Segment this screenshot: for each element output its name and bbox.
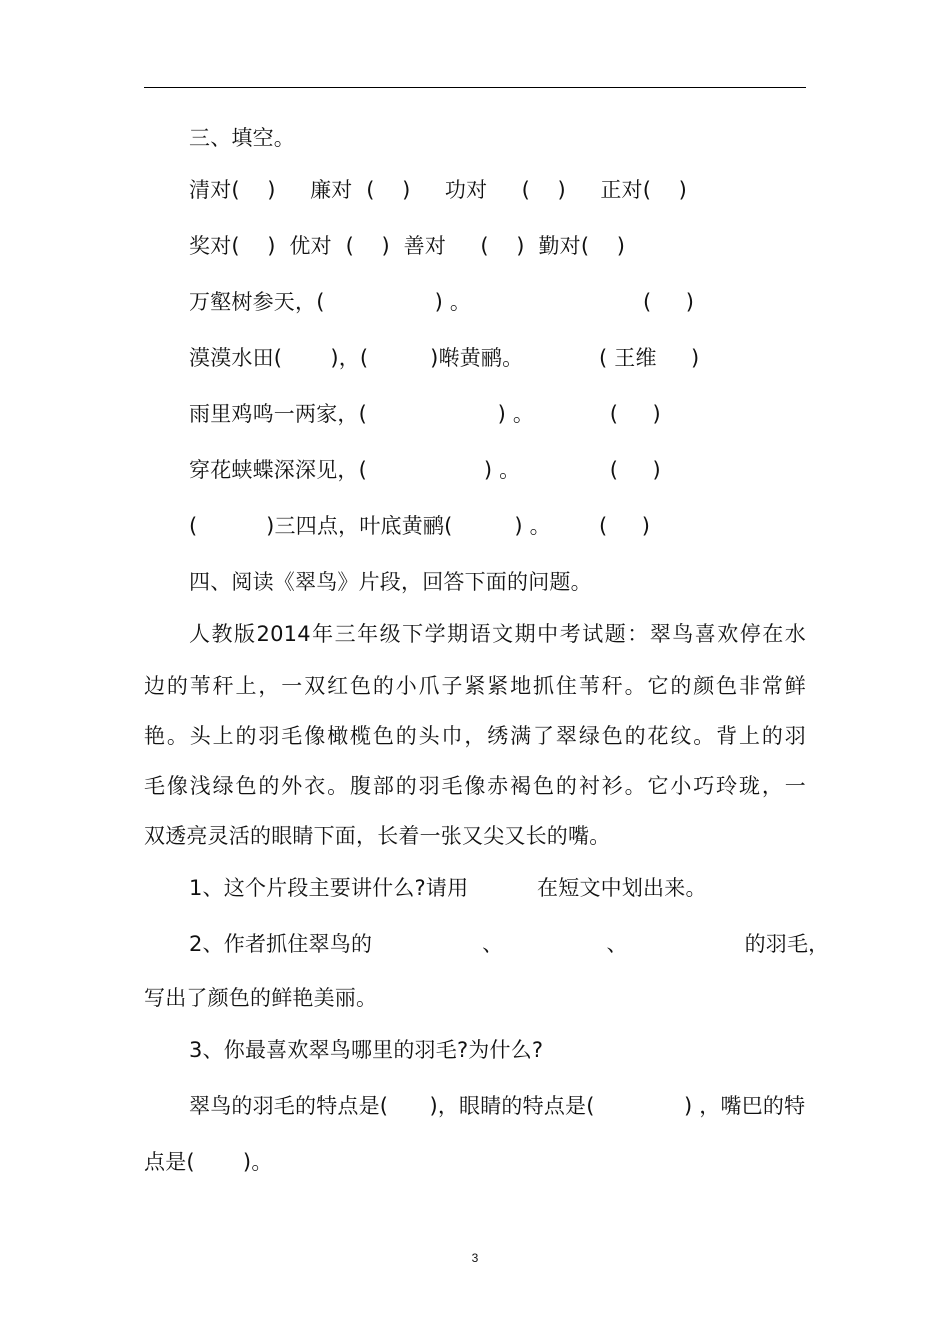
page-number: 3 — [471, 1251, 479, 1265]
section-three-heading: 三、填空。 — [189, 126, 295, 150]
poem-blank-line: 漠漠水田( )，( )啭黄鹂。 ( 王维 ) — [189, 346, 700, 370]
passage-line: 人教版2014年三年级下学期语文期中考试题：翠鸟喜欢停在水 — [189, 622, 806, 646]
passage-line: 双透亮灵活的眼睛下面，长着一张又尖又长的嘴。 — [144, 824, 611, 848]
poem-blank-line: 万壑树参天，( ) 。 ( ) — [189, 290, 695, 314]
question-3: 3、你最喜欢翠鸟哪里的羽毛?为什么? — [189, 1038, 544, 1062]
question-2-continued: 写出了颜色的鲜艳美丽。 — [144, 986, 378, 1010]
question-2: 2、作者抓住翠鸟的 、 、 的羽毛， — [189, 932, 830, 956]
poem-blank-line: 雨里鸡鸣一两家，( ) 。 ( ) — [189, 402, 661, 426]
passage-line: 艳。头上的羽毛像橄榄色的头巾，绣满了翠绿色的花纹。背上的羽 — [144, 724, 806, 748]
poem-blank-line: 穿花蛱蝶深深见，( ) 。 ( ) — [189, 458, 661, 482]
passage-line: 边的苇秆上，一双红色的小爪子紧紧地抓住苇秆。它的颜色非常鲜 — [144, 674, 806, 698]
fill-blank-line: 清对( ) 廉对 ( ) 功对 ( ) 正对( ) — [189, 178, 688, 202]
passage-line: 毛像浅绿色的外衣。腹部的羽毛像赤褐色的衬衫。它小巧玲珑，一 — [144, 774, 806, 798]
section-four-heading: 四、阅读《翠鸟》片段，回答下面的问题。 — [189, 570, 592, 594]
features-line-continued: 点是( )。 — [144, 1150, 273, 1174]
poem-blank-line: ( )三四点，叶底黄鹂( ) 。 ( ) — [189, 514, 651, 538]
header-rule — [144, 87, 806, 88]
fill-blank-line: 奖对( ) 优对 ( ) 善对 ( ) 勤对( ) — [189, 234, 626, 258]
question-1: 1、这个片段主要讲什么?请用 在短文中划出来。 — [189, 876, 707, 900]
features-line: 翠鸟的羽毛的特点是( )，眼睛的特点是( ) ，嘴巴的特 — [189, 1094, 806, 1118]
